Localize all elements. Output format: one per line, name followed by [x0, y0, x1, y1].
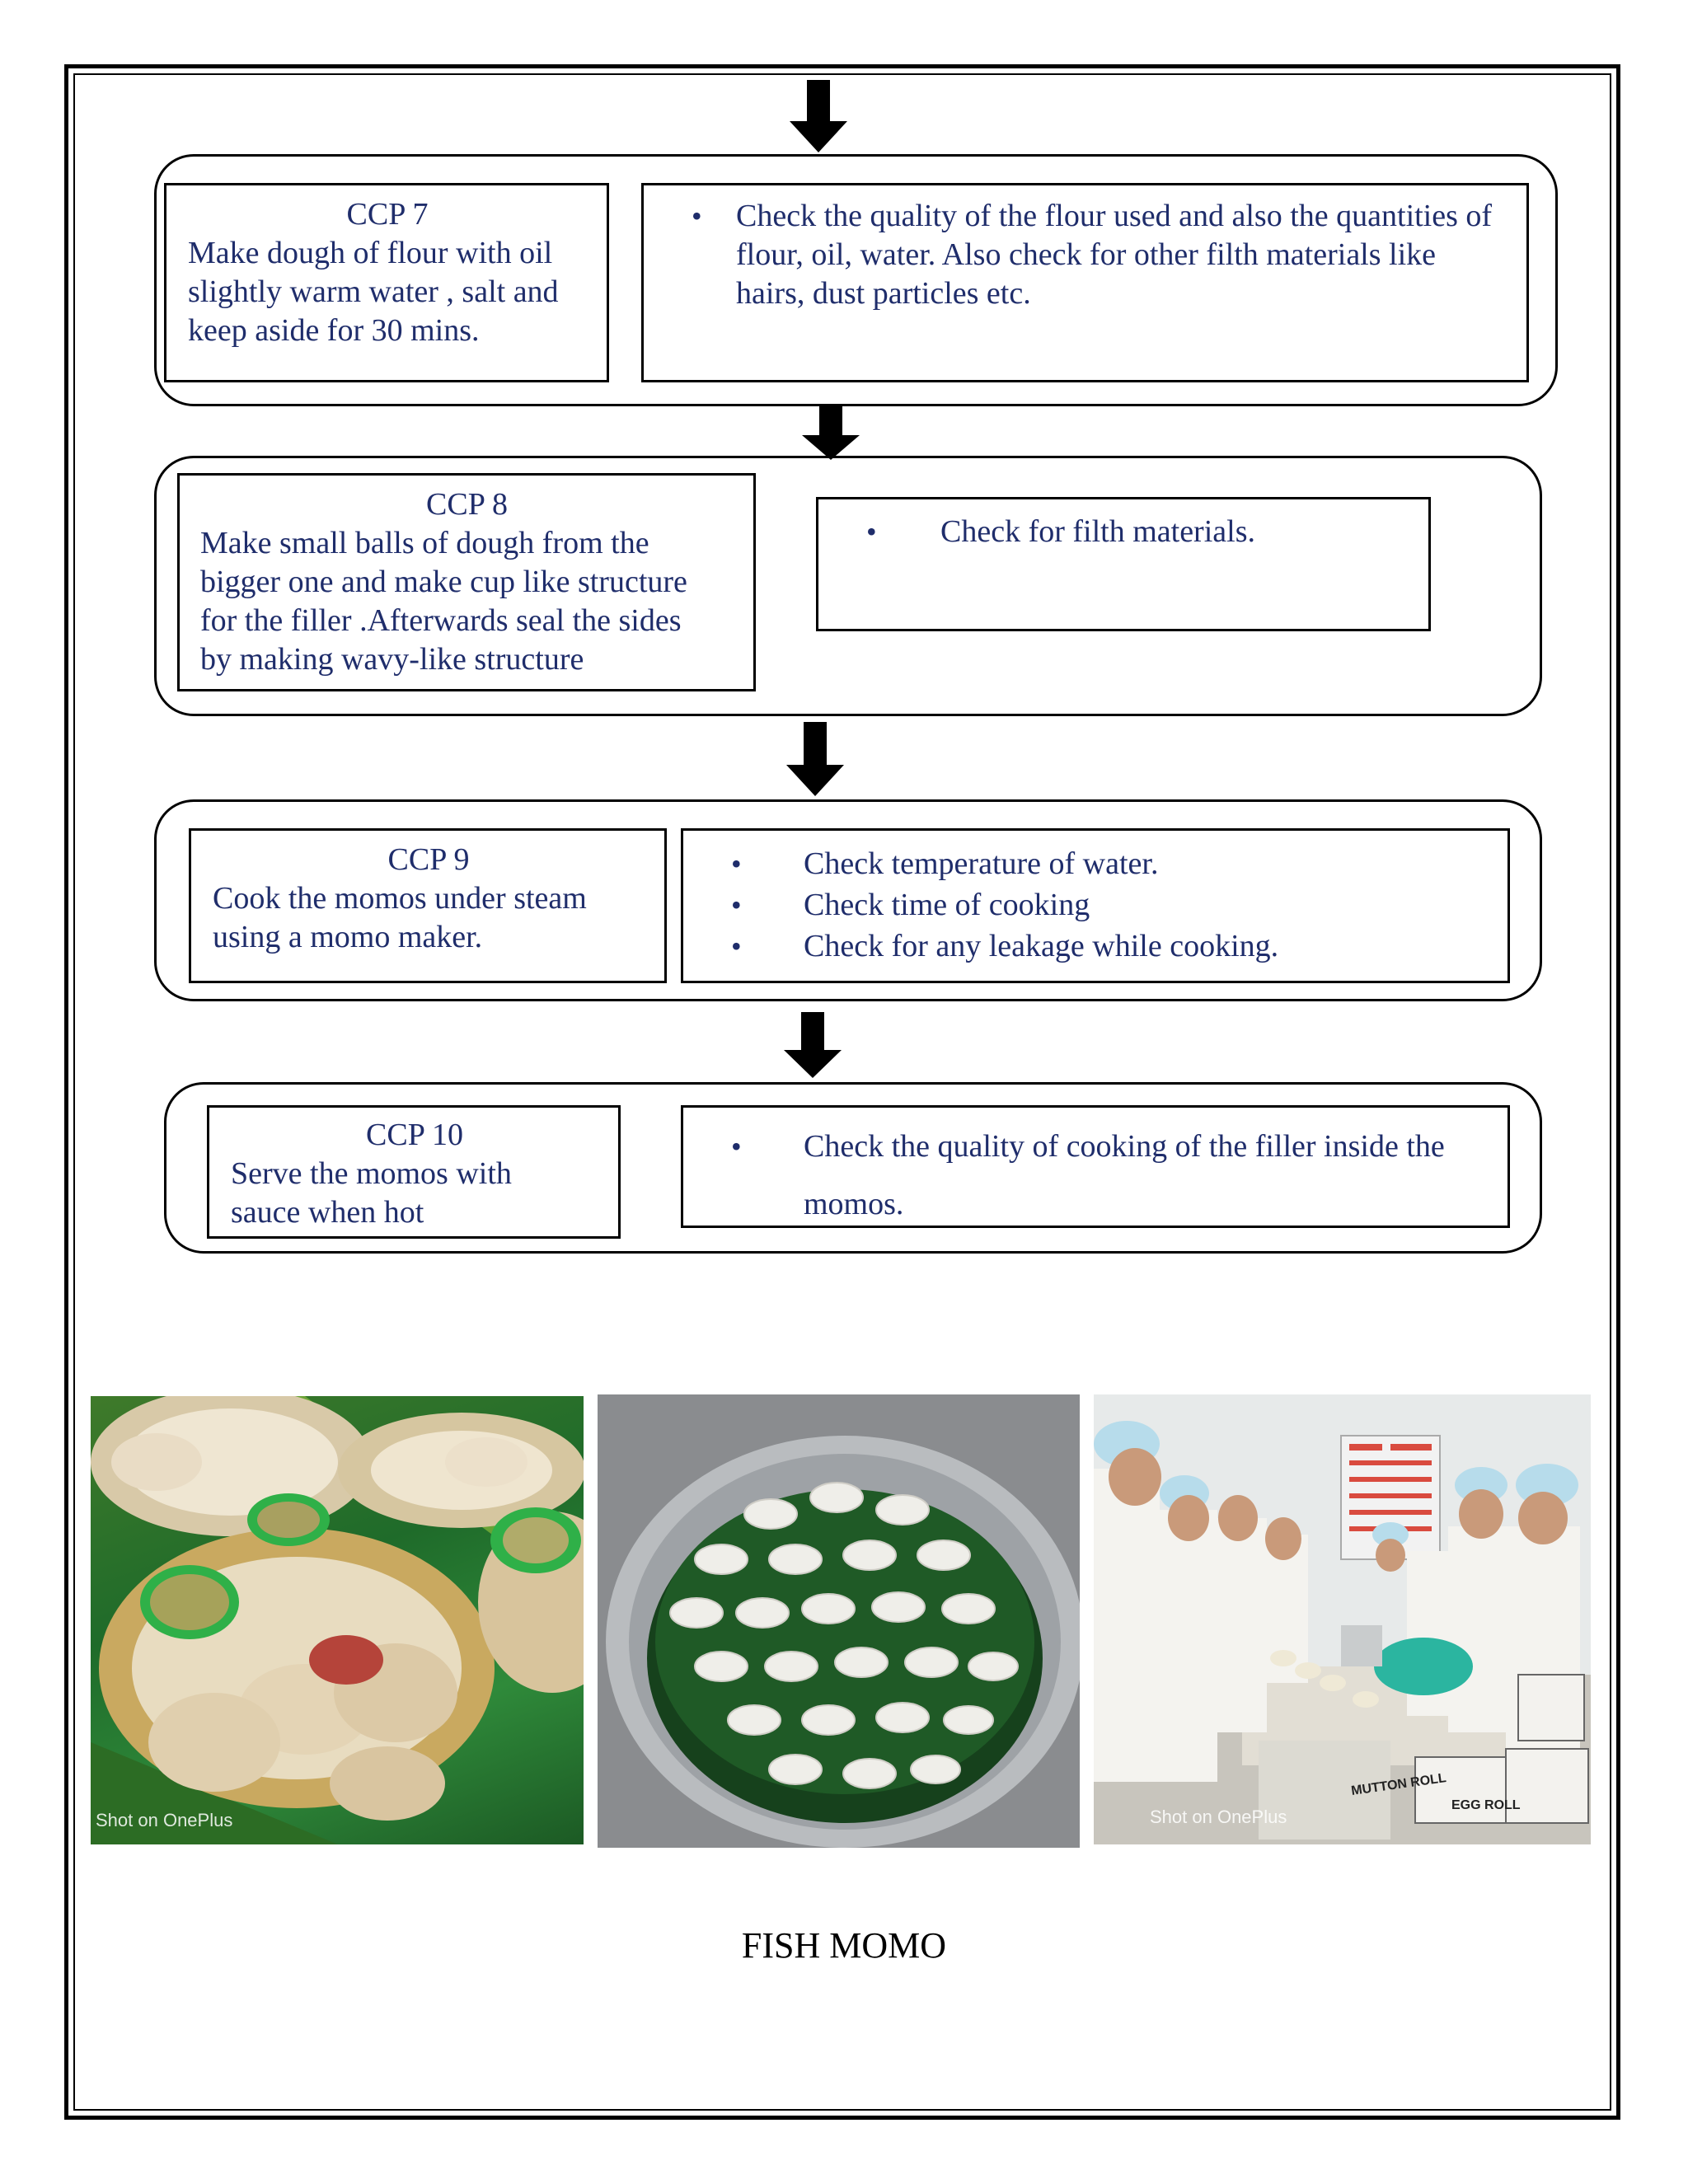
- ccp-10-step-line-2: sauce when hot: [231, 1195, 424, 1230]
- ccp-8-step-line-4: by making wavy-like structure: [200, 642, 584, 677]
- photo-3-watermark: Shot on OnePlus: [1150, 1807, 1287, 1827]
- ccp-9-check-item-3: • Check for any leakage while cooking.: [683, 926, 1491, 967]
- ccp-8-step-line-1: Make small balls of dough from the: [200, 526, 649, 560]
- ccp-8-check-item: • Check for filth materials.: [818, 513, 1412, 551]
- ccp-10-check-box: [681, 1105, 1510, 1228]
- photo-1-watermark: Shot on OnePlus: [96, 1810, 233, 1830]
- ccp-10-check-item: • Check the quality of cooking of the filler inside the momos.: [683, 1118, 1488, 1233]
- photo-steamer-momos: [598, 1394, 1080, 1848]
- photo-students-preparing: [1094, 1394, 1591, 1844]
- ccp-9-step-line-2: using a momo maker.: [213, 920, 483, 954]
- ccp-9-check-box: [681, 828, 1510, 983]
- ccp-7-title: CCP 7: [346, 197, 429, 232]
- photo-momos-on-plates: [91, 1396, 584, 1844]
- ccp-8-title: CCP 8: [426, 487, 508, 522]
- ccp-9-step-box: [189, 828, 667, 983]
- ccp-7-step-line-2: slightly warm water , salt and: [188, 274, 559, 309]
- ccp-7-check-item: • Check the quality of the flour used and also the quantities of flour, oil, water. Also check for other filth materials like hairs, dust particles etc.: [644, 197, 1502, 313]
- ccp-7-step-line-1: Make dough of flour with oil: [188, 236, 553, 270]
- ccp-10-title: CCP 10: [366, 1118, 463, 1152]
- flow-arrow-down-3: [786, 722, 844, 796]
- photo-3-box-label-1: MUTTON ROLL: [1350, 1771, 1447, 1799]
- ccp-9-title: CCP 9: [387, 842, 470, 877]
- photo-3-box-label-2: EGG ROLL: [1451, 1798, 1521, 1812]
- ccp-8-check-box: [816, 497, 1431, 631]
- ccp-9-check-item-1: • Check temperature of water.: [683, 843, 1491, 884]
- ccp-8-step-box: [177, 473, 756, 691]
- ccp-8-step-line-2: bigger one and make cup like structure: [200, 565, 687, 599]
- ccp-9-check-item-2: • Check time of cooking: [683, 884, 1491, 926]
- ccp-8-step-line-3: for the filler .Afterwards seal the sides: [200, 603, 682, 638]
- flow-arrow-down-2: [802, 405, 860, 460]
- ccp-9-step-line-1: Cook the momos under steam: [213, 881, 587, 916]
- ccp-7-step-line-3: keep aside for 30 mins.: [188, 313, 480, 348]
- ccp-10-step-line-1: Serve the momos with: [231, 1156, 512, 1191]
- flow-arrow-down-1: [790, 80, 847, 154]
- ccp-7-check-box: [641, 183, 1529, 382]
- ccp-7-step-box: [164, 183, 609, 382]
- flow-arrow-down-4: [784, 1012, 842, 1086]
- ccp-10-step-box: [207, 1105, 621, 1239]
- page-caption: FISH MOMO: [741, 1925, 947, 1966]
